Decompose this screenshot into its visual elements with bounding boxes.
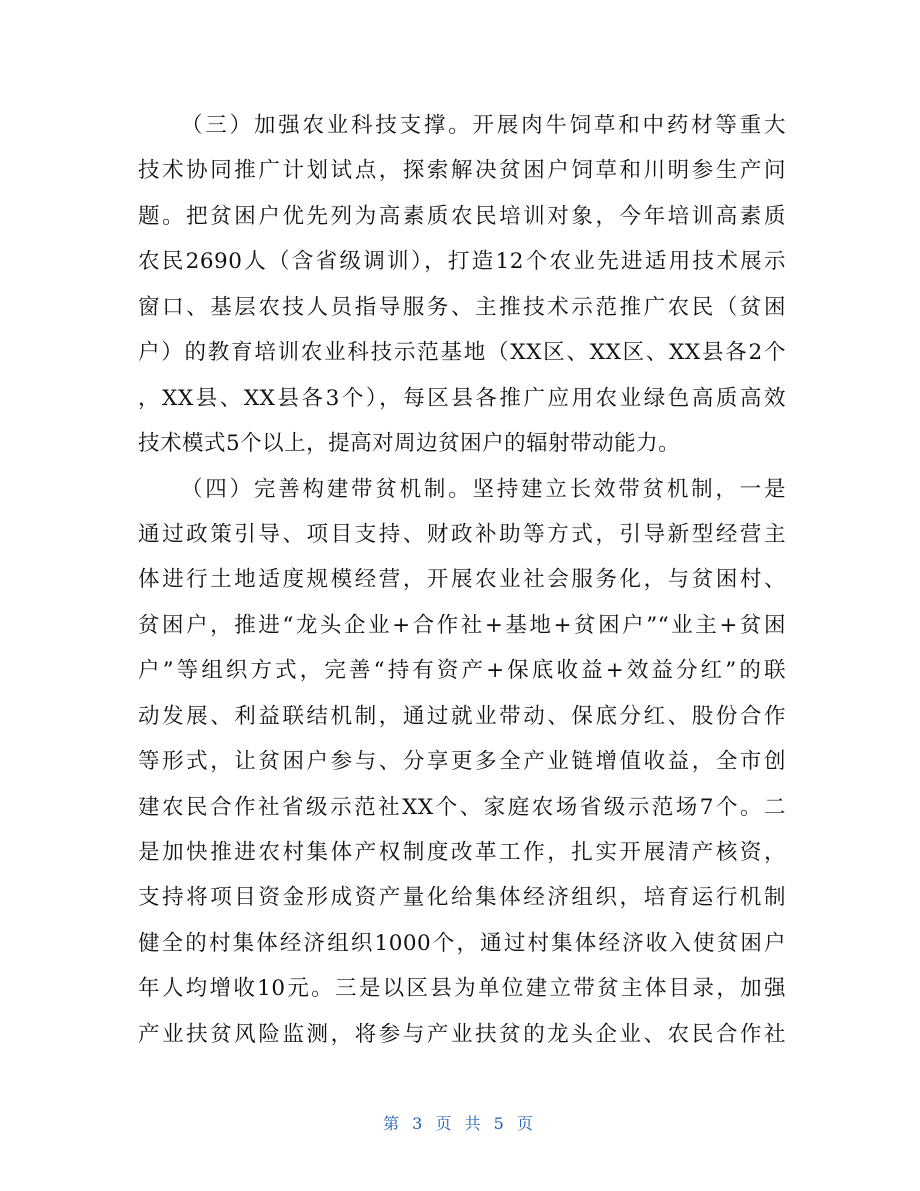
- paragraph-line: 动发展、利益联结机制，通过就业带动、保底分红、股份合作: [138, 703, 786, 729]
- page-number-footer: 第 3 页 共 5 页: [383, 1114, 537, 1133]
- paragraph-line: 健全的村集体经济组织1000个，通过村集体经济收入使贫困户: [138, 930, 786, 956]
- paragraph-line: 题。把贫困户优先列为高素质农民培训对象，今年培训高素质: [138, 203, 786, 229]
- paragraph-line: 技术模式5个以上，提高对周边贫困户的辐射带动能力。: [138, 431, 681, 457]
- paragraph-line: 通过政策引导、项目支持、财政补助等方式，引导新型经营主: [138, 521, 786, 547]
- paragraph-line: 户”等组织方式，完善“持有资产+保底收益+效益分红”的联: [138, 658, 786, 684]
- paragraph-line: 技术协同推广计划试点，探索解决贫困户饲草和川明参生产问: [138, 158, 786, 184]
- paragraph-line: 支持将项目资金形成资产量化给集体经济组织，培育运行机制: [138, 885, 786, 911]
- paragraph-line: 是加快推进农村集体产权制度改革工作，扎实开展清产核资，: [138, 840, 786, 865]
- paragraph-line: （三）加强农业科技支撑。开展肉牛饲草和中药材等重大: [181, 113, 786, 138]
- paragraph-line: 体进行土地适度规模经营，开展农业社会服务化，与贫困村、: [138, 567, 786, 593]
- paragraph-line: 年人均增收10元。三是以区县为单位建立带贫主体目录，加强: [138, 976, 786, 1002]
- paragraph-line: 等形式，让贫困户参与、分享更多全产业链增值收益，全市创: [138, 749, 786, 775]
- paragraph-line: 产业扶贫风险监测，将参与产业扶贫的龙头企业、农民合作社: [138, 1021, 786, 1047]
- paragraph-line: 户）的教育培训农业科技示范基地（XX区、XX区、XX县各2个: [138, 340, 786, 366]
- body-text: [138, 103, 786, 1057]
- paragraph-line: 农民2690人（含省级调训），打造12个农业先进适用技术展示: [138, 249, 786, 275]
- paragraph-line: （四）完善构建带贫机制。坚持建立长效带贫机制，一是: [181, 476, 786, 502]
- paragraph-line: ，XX县、XX县各3个），每区县各推广应用农业绿色高质高效: [138, 385, 786, 411]
- paragraph-line: 建农民合作社省级示范社XX个、家庭农场省级示范场7个。二: [138, 794, 786, 820]
- paragraph-line: 窗口、基层农技人员指导服务、主推技术示范推广农民（贫困: [138, 294, 786, 320]
- paragraph-line: 贫困户，推进“龙头企业+合作社+基地+贫困户”“业主+贫困: [138, 612, 786, 638]
